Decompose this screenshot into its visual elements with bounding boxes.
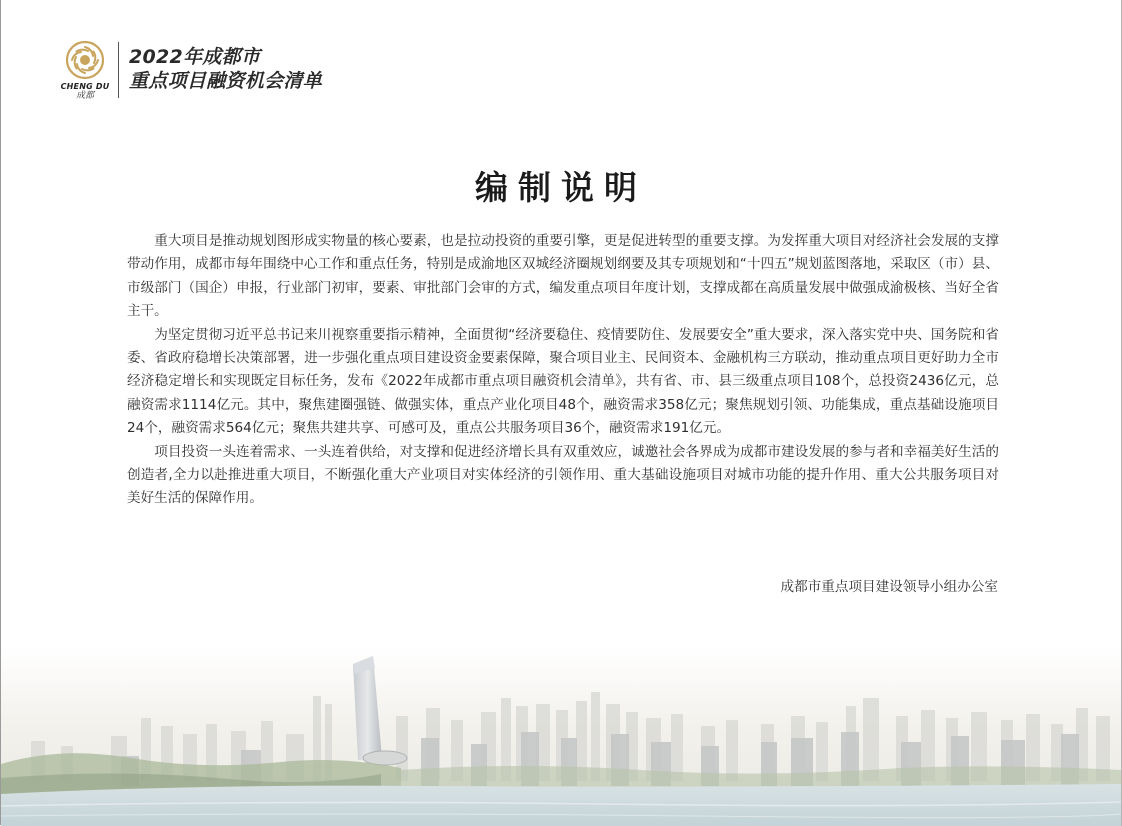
signature: 成都市重点项目建设领导小组办公室 <box>780 579 998 595</box>
paragraph-2: 为坚定贯彻习近平总书记来川视察重要指示精神，全面贯彻“经济要稳住、疫情要防住、发展要安全”重大要求，深入落实党中央、国务院和省委、省政府稳增长决策部署，进一步强化重点项目建设资金要素保障，聚合项目业主、民间资本、金融机构三方联动，推动重点项目更好助力全市经济稳定增长和实现既定目标任务，发布《2022年成都市重点项目融资机会清单》，共有省、市、县三级重点项目108个，总投资2436亿元，总融资需求1114亿元。其中，聚焦建圈强链、做强实体，重点产业化项目48个，融资需求358亿元；聚焦规划引领、功能集成，重点基础设施项目24个，融资需求564亿元；聚焦共建共享、可感可及，重点公共服务项目36个，融资需求191亿元。 <box>127 326 999 437</box>
header-title-list: 重点项目融资机会清单 <box>129 70 323 92</box>
chengdu-logo <box>58 40 112 101</box>
sun-bird-logo-icon <box>65 40 105 80</box>
document-body <box>127 230 999 511</box>
logo-english-text: CHENG DU <box>60 82 110 91</box>
paragraph-1: 重大项目是推动规划图形成实物量的核心要素，也是拉动投资的重要引擎，更是促进转型的重要支撑。为发挥重大项目对经济社会发展的支撑带动作用，成都市每年围绕中心工作和重点任务，特别是成渝地区双城经济圈规划纲要及其专项规划和“十四五”规划蓝图落地，采取区（市）县、市级部门（国企）申报，行业部门初审，要素、审批部门会审的方式，编发重点项目年度计划，支撑成都在高质量发展中做强成渝极核、当好全省主干。 <box>127 233 999 320</box>
header <box>58 40 322 110</box>
city-skyline-image <box>1 646 1121 826</box>
page-title: 编制说明 <box>475 168 647 207</box>
header-divider <box>118 42 119 98</box>
logo-chinese-text: 成都 <box>75 91 94 101</box>
paragraph-3: 项目投资一头连着需求、一头连着供给，对支撑和促进经济增长具有双重效应，诚邀社会各界成为成都市建设发展的参与者和幸福美好生活的创造者,全力以赴推进重大项目，不断强化重大产业项目对实体经济的引领作用、重大基础设施项目对城市功能的提升作用、重大公共服务项目对美好生活的保障作用。 <box>127 443 999 507</box>
header-titles <box>129 40 322 93</box>
header-title-year: 2022年成都市 <box>129 46 261 68</box>
